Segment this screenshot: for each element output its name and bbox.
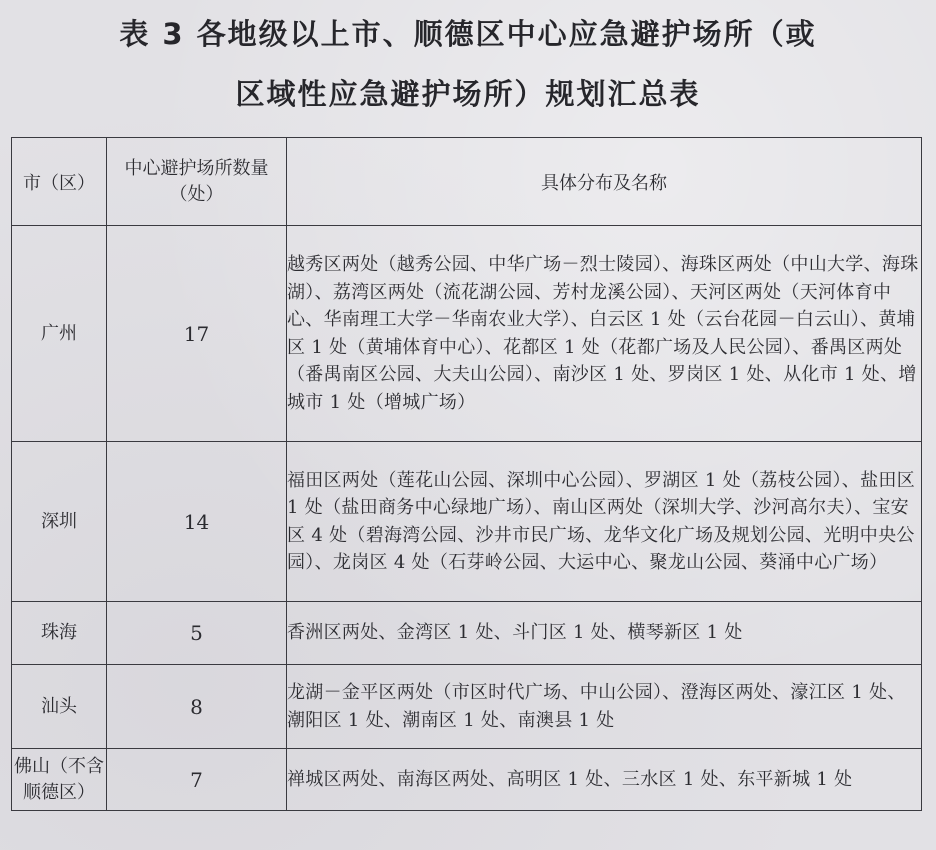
table-row-shantou (12, 665, 922, 749)
table-header-row (12, 138, 922, 226)
cell-city: 深圳 (12, 442, 107, 602)
table-row-guangzhou (12, 226, 922, 442)
table-row-foshan (12, 749, 922, 811)
header-count: 中心避护场所数量（处） (107, 138, 287, 226)
cell-city: 汕头 (12, 665, 107, 749)
cell-count: 8 (107, 665, 287, 749)
cell-detail: 越秀区两处（越秀公园、中华广场－烈士陵园）、海珠区两处（中山大学、海珠湖）、荔湾区两处（流花湖公园、芳村龙溪公园）、天河区两处（天河体育中心、华南理工大学－华南农业大学）、白云区 1 处（云台花园－白云山）、黄埔区 1 处（黄埔体育中心）、花都区 1 处（花都广场及人民公园）、番禺区两处（番禺南区公园、大夫山公园）、南沙区 1 处、罗岗区 1 处、从化市 1 处、增城市 1 处（增城广场） (287, 226, 922, 442)
cell-city: 珠海 (12, 602, 107, 665)
cell-count: 7 (107, 749, 287, 811)
cell-detail: 龙湖－金平区两处（市区时代广场、中山公园）、澄海区两处、濠江区 1 处、潮阳区 1 处、潮南区 1 处、南澳县 1 处 (287, 665, 922, 749)
header-detail: 具体分布及名称 (287, 138, 922, 226)
table-row-zhuhai (12, 602, 922, 665)
header-city: 市（区） (12, 138, 107, 226)
shelter-summary-table (11, 137, 922, 811)
table-title-line-1: 表 3 各地级以上市、顺德区中心应急避护场所（或 (119, 17, 817, 51)
cell-city: 广州 (12, 226, 107, 442)
table-title-line-2: 区域性应急避护场所）规划汇总表 (235, 77, 701, 111)
cell-detail: 禅城区两处、南海区两处、高明区 1 处、三水区 1 处、东平新城 1 处 (287, 749, 922, 811)
cell-count: 17 (107, 226, 287, 442)
cell-detail: 福田区两处（莲花山公园、深圳中心公园）、罗湖区 1 处（荔枝公园）、盐田区 1 处（盐田商务中心绿地广场）、南山区两处（深圳大学、沙河高尔夫）、宝安区 4 处（碧海湾公园、沙井市民广场、龙华文化广场及规划公园、光明中央公园）、龙岗区 4 处（石芽岭公园、大运中心、聚龙山公园、葵涌中心广场） (287, 442, 922, 602)
cell-city: 佛山（不含顺德区） (12, 749, 107, 811)
table-row-shenzhen (12, 442, 922, 602)
cell-count: 5 (107, 602, 287, 665)
cell-count: 14 (107, 442, 287, 602)
cell-detail: 香洲区两处、金湾区 1 处、斗门区 1 处、横琴新区 1 处 (287, 602, 922, 665)
